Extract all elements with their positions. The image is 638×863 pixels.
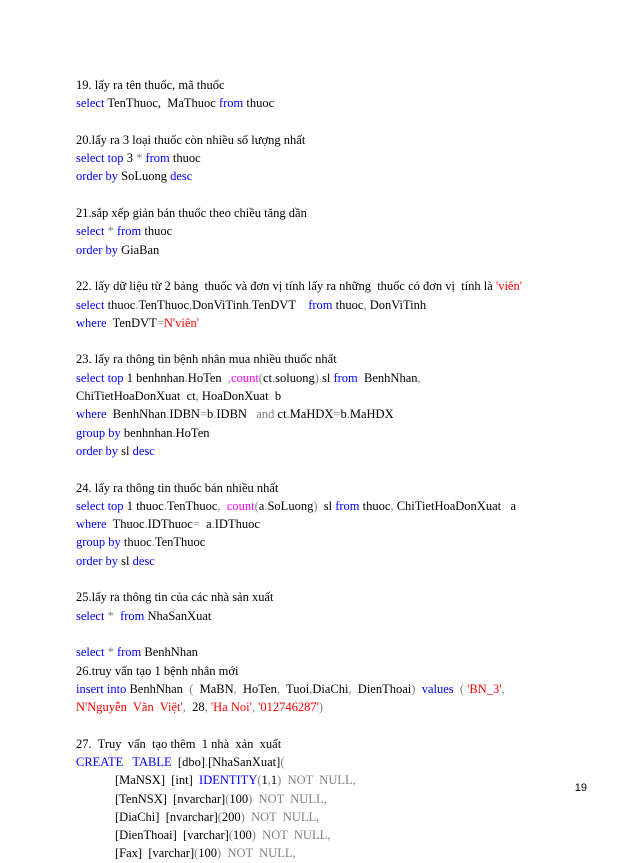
- q27-column-3: [DiaChi] [nvarchar](200) NOT NULL,: [115, 809, 320, 824]
- q24-line-3: group by thuoc.TenThuoc: [76, 535, 206, 550]
- q27-column-5: [Fax] [varchar](100) NOT NULL,: [115, 846, 296, 861]
- q25-line-1: select * from NhaSanXuat: [76, 608, 212, 623]
- q19-line-1: select TenThuoc, MaThuoc from thuoc: [76, 96, 275, 111]
- q26-pre-line: select * from BenhNhan: [76, 645, 198, 660]
- q24-line-1: select top 1 thuoc.TenThuoc, count(a.SoLuong) sl from thuoc, ChiTietHoaDonXuat a: [76, 498, 517, 513]
- sql-exercise-text: [76, 76, 616, 863]
- q27-line-1: CREATE TABLE [dbo].[NhaSanXuat](: [76, 754, 285, 769]
- q19-title: 19. lấy ra tên thuốc, mã thuốc: [76, 78, 225, 92]
- q21-title: 21.sắp xếp giản bán thuốc theo chiều tăng dần: [76, 206, 307, 221]
- q22-line-2: where TenDVT=N'viên': [76, 315, 199, 330]
- q26-line-1: insert into BenhNhan ( MaBN, HoTen, Tuoi,DiaChi, DienThoai) values ( 'BN_3',: [76, 681, 505, 696]
- q25-title: 25.lấy ra thông tin của các nhà sản xuất: [76, 590, 274, 605]
- q23-line-1: select top 1 benhnhan.HoTen ,count(ct.soluong) sl from BenhNhan,: [76, 370, 421, 385]
- q24-title: 24. lấy ra thông tin thuốc bán nhiều nhất: [76, 480, 279, 495]
- q20-line-1: select top 3 * from thuoc: [76, 151, 201, 166]
- q27-column-4: [DienThoai] [varchar](100) NOT NULL,: [115, 828, 331, 843]
- q24-line-4: order by sl desc: [76, 553, 155, 568]
- q27-column-2: [TenNSX] [nvarchar](100) NOT NULL,: [115, 791, 327, 806]
- q20-title: 20.lấy ra 3 loại thuốc còn nhiều số lượng nhất: [76, 132, 306, 147]
- q26-line-2: N'Nguyễn Văn Việt', 28, 'Ha Noi', '012746287'): [76, 700, 324, 715]
- q22-title: 22. lấy dữ liệu từ 2 bảng thuốc và đơn vị tính lấy ra những thuốc có đơn vị tính là 'viên': [76, 279, 522, 294]
- q21-line-2: order by GiaBan: [76, 242, 160, 257]
- q23-title: 23. lấy ra thông tin bệnh nhân mua nhiều thuốc nhất: [76, 352, 337, 367]
- q27-title: 27. Truy vấn tạo thêm 1 nhà xản xuất: [76, 736, 282, 751]
- q23-line-4: group by benhnhan.HoTen: [76, 425, 210, 440]
- page-number: 19: [574, 782, 587, 794]
- q24-line-2: where Thuoc.IDThuoc= a.IDThuoc: [76, 517, 260, 532]
- q21-line-1: select * from thuoc: [76, 224, 173, 239]
- q26-title: 26.truy vấn tạo 1 bệnh nhân mới: [76, 663, 239, 678]
- q23-line-3: where BenhNhan.IDBN=b.IDBN and ct.MaHDX=b.MaHDX: [76, 407, 394, 422]
- q22-line-1: select thuoc.TenThuoc,DonViTinh.TenDVT from thuoc, DonViTinh: [76, 297, 427, 312]
- q23-line-2: ChiTietHoaDonXuat ct, HoaDonXuat b: [76, 389, 282, 404]
- q23-line-5: order by sl desc: [76, 443, 155, 458]
- q27-column-1: [MaNSX] [int] IDENTITY(1,1) NOT NULL,: [115, 773, 356, 788]
- q20-line-2: order by SoLuong desc: [76, 169, 193, 184]
